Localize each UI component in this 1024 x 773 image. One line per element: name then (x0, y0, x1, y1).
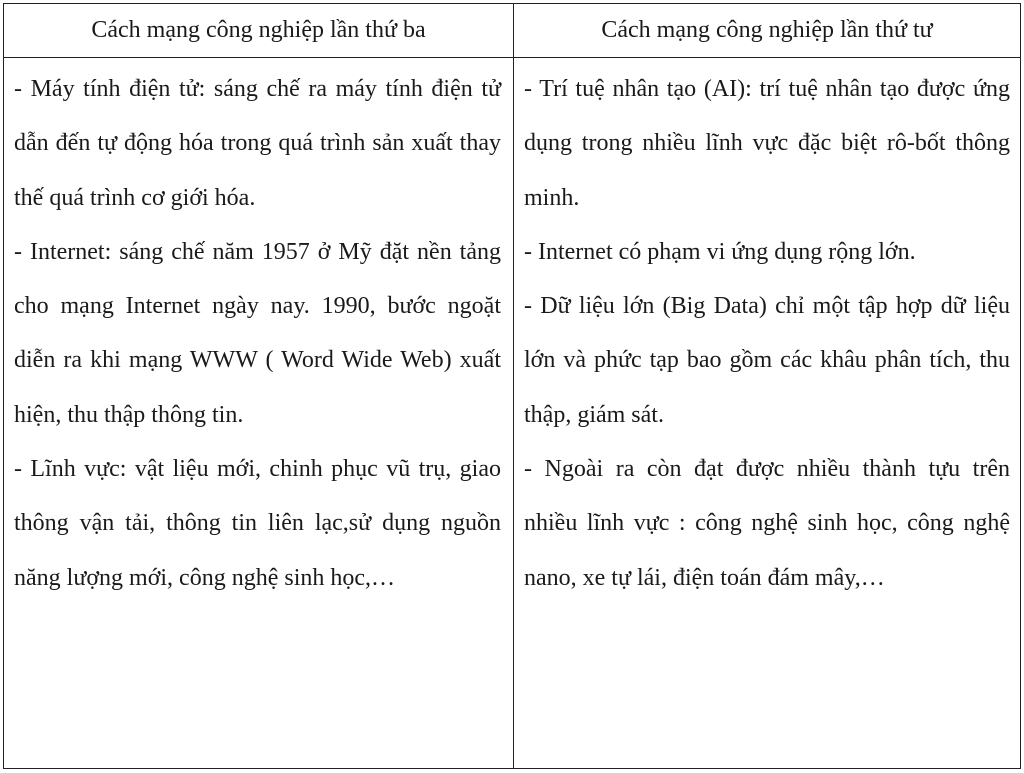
comparison-table (3, 3, 1021, 769)
internet-paragraph: - Internet: sáng chế năm 1957 ở Mỹ đặt nền tảng cho mạng Internet ngày nay. 1990, bước ngoặt diễn ra khi mạng WWW ( Word Wide Web) xuất hiện, thu thập thông tin. (14, 238, 501, 428)
big-data-paragraph: - Dữ liệu lớn (Big Data) chỉ một tập hợp dữ liệu lớn và phức tạp bao gồm các khâu phân tích, thu thập, giám sát. (524, 293, 1010, 428)
other-achievements-paragraph: - Ngoài ra còn đạt được nhiều thành tựu trên nhiều lĩnh vực : công nghệ sinh học, công nghệ nano, xe tự lái, điện toán đám mây,… (524, 456, 1010, 591)
fourth-revolution-cell (514, 58, 1021, 769)
header-third-revolution: Cách mạng công nghiệp lần thứ ba (4, 4, 514, 58)
header-row (4, 4, 1021, 58)
content-row (4, 58, 1021, 769)
header-fourth-revolution: Cách mạng công nghiệp lần thứ tư (514, 4, 1021, 58)
fields-paragraph: - Lĩnh vực: vật liệu mới, chinh phục vũ trụ, giao thông vận tải, thông tin liên lạc,sử dụng nguồn năng lượng mới, công nghệ sinh học,… (14, 456, 501, 591)
internet-scope-paragraph: - Internet có phạm vi ứng dụng rộng lớn. (524, 238, 916, 265)
ai-paragraph: - Trí tuệ nhân tạo (AI): trí tuệ nhân tạo được ứng dụng trong nhiều lĩnh vực đặc biệt rô-bốt thông minh. (524, 76, 1010, 211)
third-revolution-cell (4, 58, 514, 769)
computer-paragraph: - Máy tính điện tử: sáng chế ra máy tính điện tử dẫn đến tự động hóa trong quá trình sản xuất thay thế quá trình cơ giới hóa. (14, 76, 501, 211)
